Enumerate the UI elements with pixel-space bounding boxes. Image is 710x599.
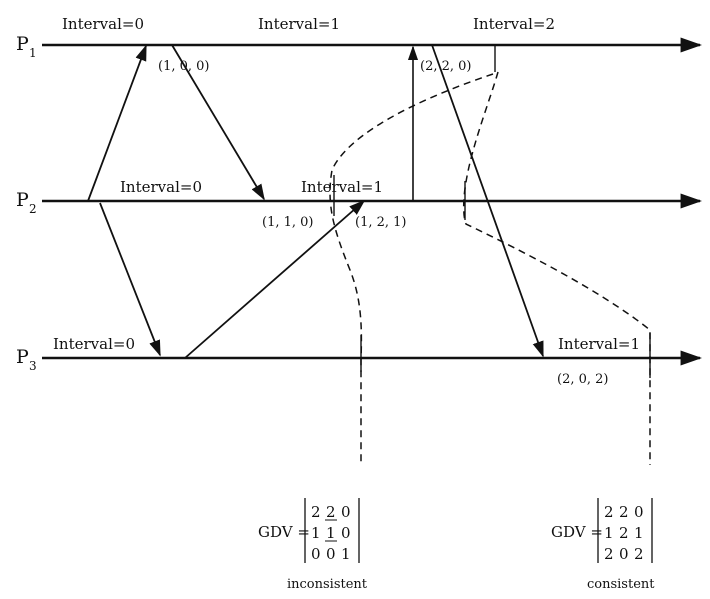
recovery-line-inconsistent: [330, 74, 493, 465]
gdv-left-cell: 1: [311, 524, 321, 542]
svg-text:P: P: [16, 189, 29, 211]
gdv-right-label: GDV =: [551, 523, 603, 541]
p1-interval-2: Interval=2: [473, 15, 555, 33]
p2-label: [16, 189, 37, 216]
gdv-right-cell: 2: [604, 545, 614, 563]
p2-vector-a: (1, 1, 0): [262, 215, 314, 230]
p3-label: [16, 346, 37, 373]
gdv-left-cell: 0: [311, 545, 321, 563]
gdv-right-cell: 1: [634, 524, 644, 542]
gdv-right-cell: 2: [604, 503, 614, 521]
p3-interval-1: Interval=1: [558, 335, 640, 353]
p1-vector-a: (1, 0, 0): [158, 59, 210, 74]
p1-vector-b: (2, 2, 0): [420, 59, 472, 74]
gdv-right-cell: 2: [619, 503, 629, 521]
msg-p2-to-p3: [100, 203, 160, 355]
gdv-right-cell: 0: [619, 545, 629, 563]
gdv-left-cell: 0: [341, 524, 351, 542]
gdv-left-cell: 0: [326, 545, 336, 563]
recovery-line-consistent: [464, 72, 650, 465]
gdv-left-cell: 2: [326, 503, 336, 521]
p2-interval-1: Interval=1: [301, 178, 383, 196]
p3-interval-0: Interval=0: [53, 335, 135, 353]
gdv-matrix-consistent: [551, 498, 655, 592]
svg-text:1: 1: [29, 46, 37, 60]
gdv-right-caption: consistent: [587, 577, 655, 592]
gdv-right-cell: 0: [634, 503, 644, 521]
p2-vector-b: (1, 2, 1): [355, 215, 407, 230]
p3-vector-a: (2, 0, 2): [557, 372, 609, 387]
svg-text:P: P: [16, 33, 29, 55]
p1-interval-0: Interval=0: [62, 15, 144, 33]
gdv-matrix-inconsistent: [258, 498, 368, 592]
gdv-left-label: GDV =: [258, 523, 310, 541]
p1-label: [16, 33, 37, 60]
svg-text:P: P: [16, 346, 29, 368]
gdv-left-caption: inconsistent: [287, 577, 368, 592]
svg-text:2: 2: [29, 202, 37, 216]
gdv-right-cell: 2: [619, 524, 629, 542]
gdv-left-cell: 2: [311, 503, 321, 521]
gdv-left-cell: 1: [326, 524, 336, 542]
gdv-left-cell: 1: [341, 545, 351, 563]
gdv-left-cell: 0: [341, 503, 351, 521]
svg-text:3: 3: [29, 359, 37, 373]
p1-interval-1: Interval=1: [258, 15, 340, 33]
msg-p1-to-p2: [172, 45, 264, 199]
gdv-right-cell: 1: [604, 524, 614, 542]
p2-interval-0: Interval=0: [120, 178, 202, 196]
gdv-right-cell: 2: [634, 545, 644, 563]
